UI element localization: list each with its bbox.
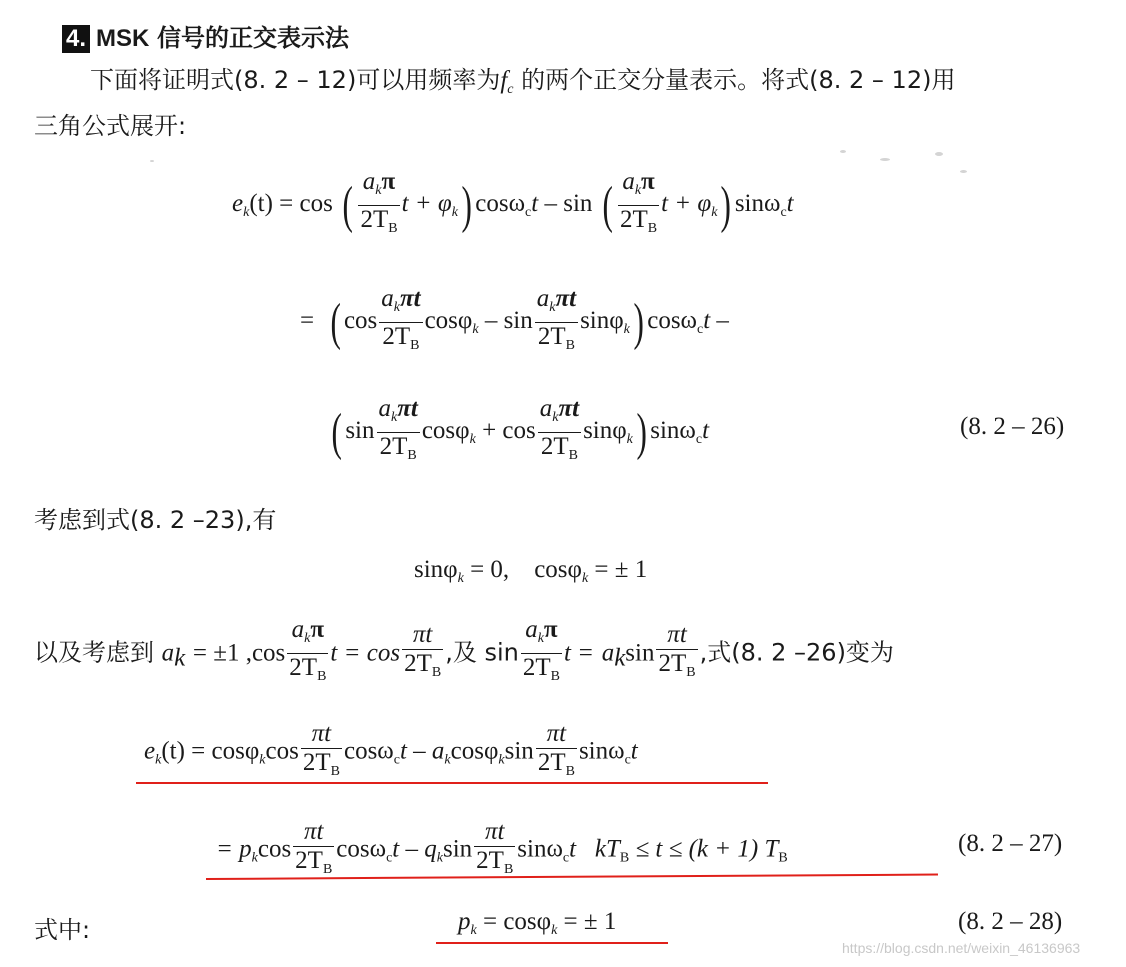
where-label: 式中: — [34, 916, 91, 944]
intro-text-a: 下面将证明式(8. 2 – 12)可以用频率为 — [90, 66, 501, 94]
intro-line-1 — [90, 60, 955, 98]
equation-7: $p_k = \cos\varphi_k$ = ± 1 — [458, 908, 617, 938]
watermark: https://blog.csdn.net/weixin_46136963 — [842, 940, 1081, 956]
scan-speck — [935, 152, 943, 156]
scan-speck — [880, 158, 890, 161]
section-title-latin: MSK — [96, 25, 150, 52]
equation-3: ( sin $\frac{a_k\pi t}{2T_B}$ cosφ$_k$ + cos $\frac{a_k\pi t}{2T_B}$ sinφ$_k$) sinω$_c$t — [331, 395, 710, 463]
equation-4: sinφ$_k$ = 0, cosφ$_k$ = ± 1 — [414, 556, 648, 586]
section-heading — [62, 18, 349, 53]
red-underline-eq7 — [436, 942, 668, 944]
equation-label-8-2-28: (8. 2 – 28) — [958, 908, 1063, 935]
equation-label-8-2-27: (8. 2 – 27) — [958, 830, 1063, 857]
equation-2: = ( cos $\frac{a_k\pi t}{2T_B}$ cosφ$_k$ – sin $\frac{a_k\pi t}{2T_B}$ sinφ$_k$) cosω$_c$t – — [300, 285, 729, 353]
equation-5: $e_k(t) = \cos\varphi_k\cos$ $\frac{\pi t}{2T_B}$ $\cos\omega_ct - a_k\cos\varphi_k\sin$ $\frac{\pi t}{2T_B}$ sinω$_c$t — [144, 720, 638, 779]
equation-1: $e_k(t) = \cos$ ( $\frac{a_k\pi}{2T_B}$ $t + \varphi_k$) cosω$_c$t – sin ( $\frac{a_k\pi}{2T_B}$ $t + \varphi_k$) sinω$_c$t — [232, 168, 794, 236]
section-number: 4. — [62, 25, 90, 53]
equation-6: = $p_k\cos$ $\frac{\pi t}{2T_B}$ $\cos\omega_ct - q_k\sin$ $\frac{\pi t}{2T_B}$ sinω$_c$t $kT_B \le t \le (k + 1)$ $T_B$ — [216, 818, 788, 877]
intro-line-2: 三角公式展开: — [34, 112, 187, 140]
section-title: 信号的正交表示法 — [156, 24, 349, 52]
scan-speck — [960, 170, 967, 173]
fc-symbol: $f_c$ — [500, 67, 514, 97]
consider-text-2: 以及考虑到 $a_k = \pm 1$ ,cos $\frac{a_k\pi}{2T_B}$ t = cos $\frac{\pi t}{2T_B}$ ,及 sin $\frac{a_k\pi}{2T_B}$ $t = a_k\sin$ $\frac{\pi t}{2T_B}$ ,式(8. 2 –26)变为 — [34, 616, 894, 684]
intro-text-b: 的两个正交分量表示。将式(8. 2 – 12)用 — [521, 66, 956, 94]
scan-speck — [840, 150, 846, 153]
consider-text-1: 考虑到式(8. 2 –23),有 — [34, 506, 277, 534]
equation-label-8-2-26: (8. 2 – 26) — [960, 413, 1065, 440]
red-underline-eq5 — [136, 782, 768, 784]
scan-speck — [150, 160, 154, 162]
